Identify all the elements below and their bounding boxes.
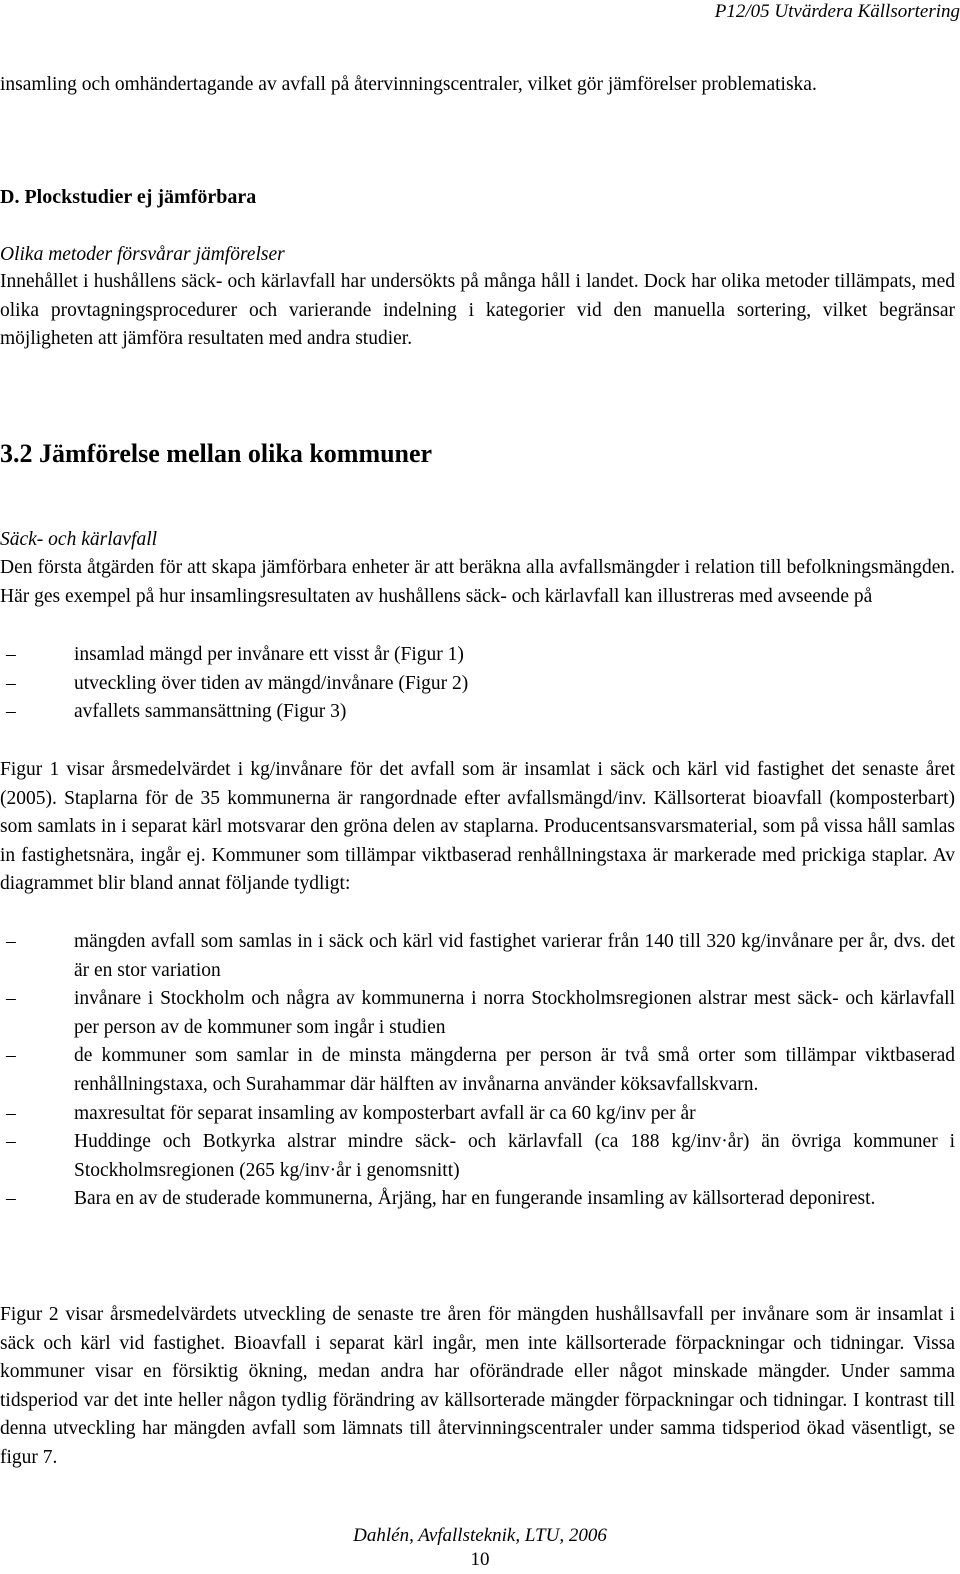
running-header: P12/05 Utvärdera Källsortering bbox=[714, 1, 960, 22]
illustration-list bbox=[0, 641, 955, 727]
section-3-2-subheading: Säck- och kärlavfall bbox=[0, 529, 158, 550]
list-item: – de kommuner som samlar in de minsta mängderna per person är två små orter som tillämpar viktbaserad renhållningstaxa, och Surahammar där hälften av invånarna använder köksavfallskvarn. bbox=[0, 1042, 955, 1099]
section-3-2-heading: 3.2 Jämförelse mellan olika kommuner bbox=[0, 439, 433, 468]
section-d-subheading: Olika metoder försvårar jämförelser bbox=[0, 244, 285, 265]
footer-author: Dahlén, Avfallsteknik, LTU, 2006 bbox=[353, 1525, 607, 1546]
list-item: – avfallets sammansättning (Figur 3) bbox=[0, 698, 955, 727]
list-item: – invånare i Stockholm och några av kommunerna i norra Stockholmsregionen alstrar mest säck- och kärlavfall per person av de kommuner som ingår i studien bbox=[0, 985, 955, 1042]
section-d-heading: D. Plockstudier ej jämförbara bbox=[0, 186, 257, 208]
list-item: – maxresultat för separat insamling av komposterbart avfall är ca 60 kg/inv per år bbox=[0, 1100, 955, 1129]
figur2-paragraph: Figur 2 visar årsmedelvärdets utveckling de senaste tre åren för mängden hushållsavfall per invånare som är insamlat i säck och kärl vid fastighet. Bioavfall i separat kärl ingår, men inte källsorterade förpackningar och tidningar. Vissa kommuner visar en försiktig ökning, medan andra har oförändrade eller något minskade mängder. Under samma tidsperiod var det inte heller någon tydlig förändring av källsorterade mängder förpackningar och tidningar. I kontrast till denna utveckling har mängden avfall som lämnats till återvinningscentraler under samma tidsperiod ökad väsentligt, se figur 7. bbox=[0, 1304, 955, 1468]
figur1-findings-list bbox=[0, 928, 955, 1214]
page-number: 10 bbox=[470, 1549, 490, 1570]
list-item: – Bara en av de studerade kommunerna, Årjäng, har en fungerande insamling av källsorterad deponirest. bbox=[0, 1185, 955, 1214]
section-3-2-paragraph: Den första åtgärden för att skapa jämförbara enheter är att beräkna alla avfallsmängder i relation till befolkningsmängden. Här ges exempel på hur insamlingsresultaten av hushållens säck- och kärlavfall kan illustreras med avseende på bbox=[0, 557, 955, 607]
intro-paragraph: insamling och omhändertagande av avfall på återvinningscentraler, vilket gör jämförelser problematiska. bbox=[0, 74, 817, 95]
figur1-paragraph: Figur 1 visar årsmedelvärdet i kg/invånare för det avfall som är insamlat i säck och kärl vid fastighet det senaste året (2005). Staplarna för de 35 kommunerna är rangordnade efter avfallsmängd/inv. Källsorterat bioavfall (komposterbart) som samlats in i separat kärl motsvarar den gröna delen av staplarna. Producentsansvarsmaterial, som på vissa håll samlas in fastighetsnära, ingår ej. Kommuner som tillämpar viktbaserad renhållningstaxa är markerade med prickiga staplar. Av diagrammet blir bland annat följande tydligt: bbox=[0, 759, 955, 895]
list-item: – insamlad mängd per invånare ett visst år (Figur 1) bbox=[0, 641, 955, 670]
list-item: – mängden avfall som samlas in i säck och kärl vid fastighet varierar från 140 till 320 kg/invånare per år, dvs. det är en stor variation bbox=[0, 928, 955, 985]
list-item: – Huddinge och Botkyrka alstrar mindre säck- och kärlavfall (ca 188 kg/inv·år) än övriga kommuner i Stockholmsregionen (265 kg/inv·år i genomsnitt) bbox=[0, 1128, 955, 1185]
list-item: – utveckling över tiden av mängd/invånare (Figur 2) bbox=[0, 670, 955, 699]
section-d-paragraph: Innehållet i hushållens säck- och kärlavfall har undersökts på många håll i landet. Dock har olika metoder tillämpats, med olika provtagningsprocedurer och varierande indelning i kategorier vid den manuella sortering, vilket begränsar möjligheten att jämföra resultaten med andra studier. bbox=[0, 271, 955, 350]
